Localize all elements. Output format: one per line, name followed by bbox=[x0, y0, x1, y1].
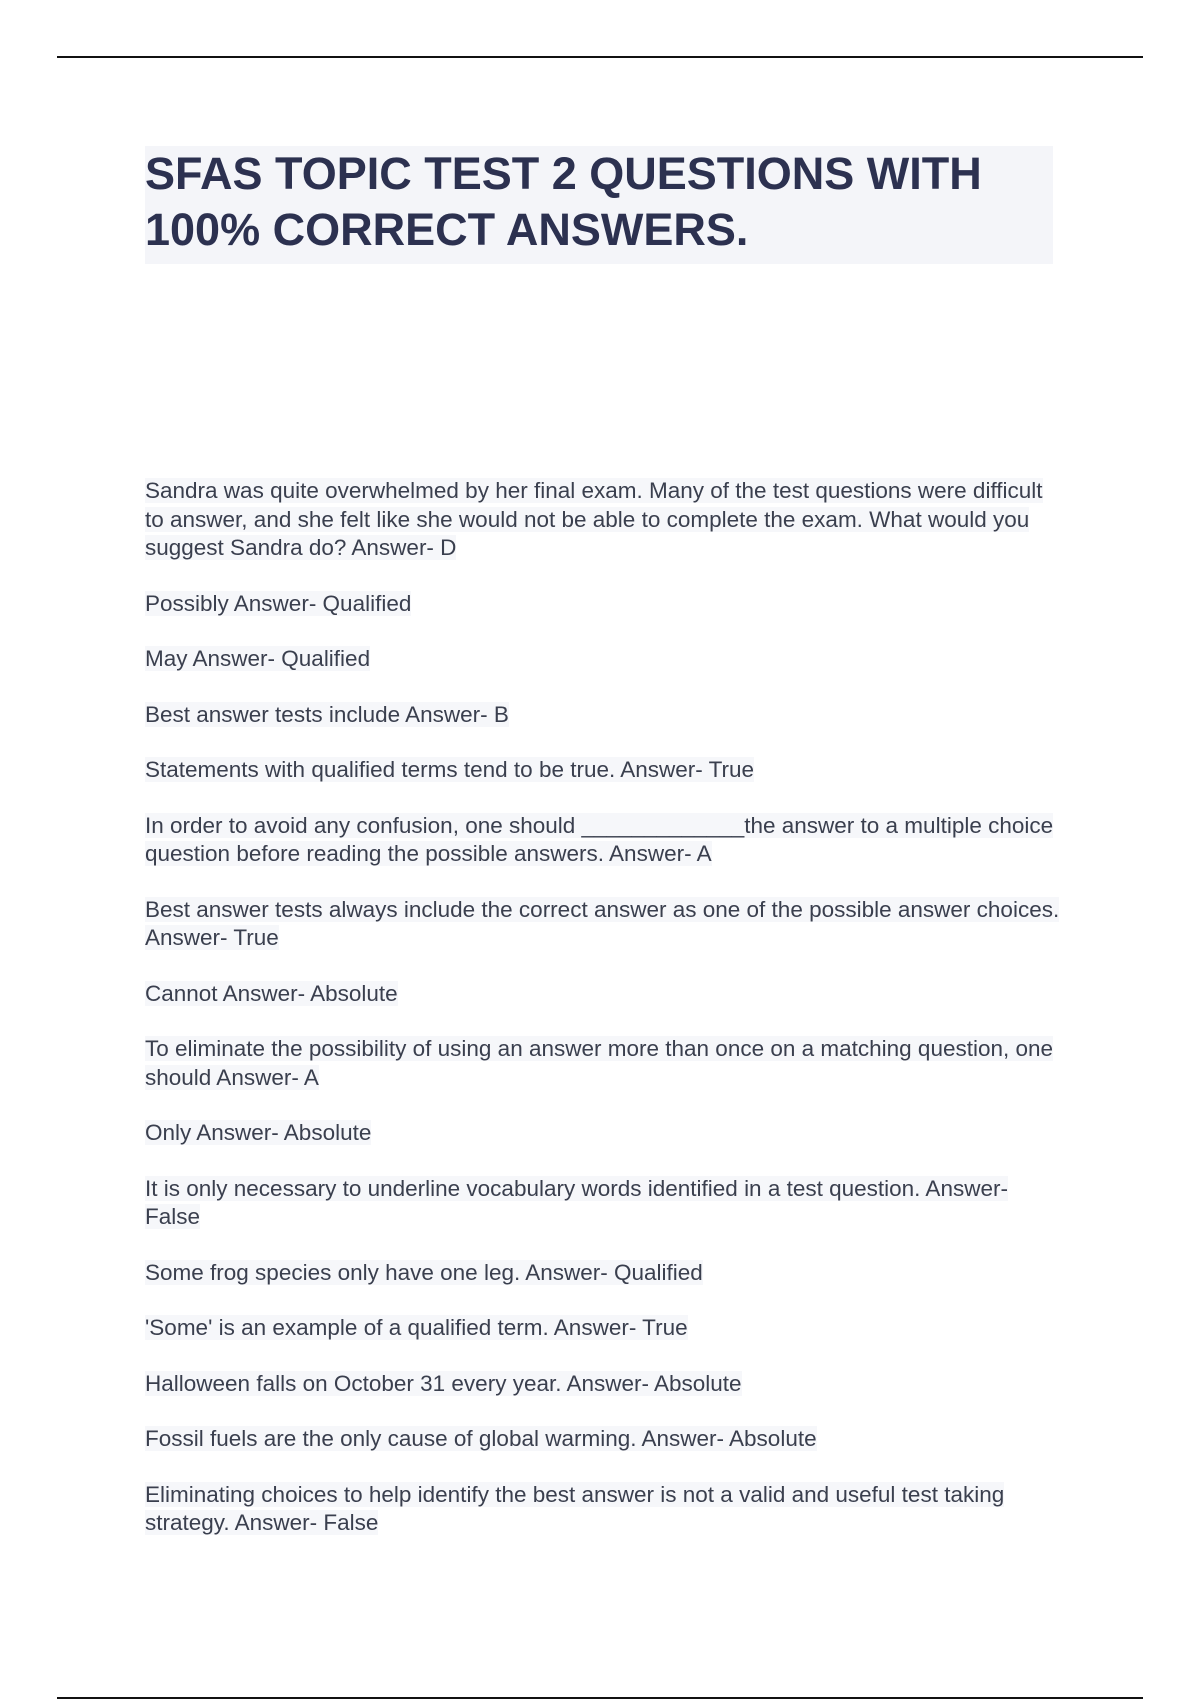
qa-text: Statements with qualified terms tend to be true. Answer- True bbox=[145, 757, 755, 782]
qa-item bbox=[145, 1259, 1065, 1288]
qa-text: Possibly Answer- Qualified bbox=[145, 590, 412, 616]
document-title: SFAS TOPIC TEST 2 QUESTIONS WITH 100% CORRECT ANSWERS. bbox=[145, 148, 982, 255]
qa-text: Best answer tests include Answer- B bbox=[145, 701, 509, 727]
qa-item bbox=[145, 1119, 1065, 1148]
qa-item bbox=[145, 1314, 1065, 1343]
qa-item bbox=[145, 896, 1065, 953]
qa-item bbox=[145, 1175, 1065, 1232]
header-rule bbox=[57, 56, 1143, 58]
qa-text: In order to avoid any confusion, one should _____________the answer to a multiple choice question before reading the possible answers. Answer- A bbox=[145, 812, 1054, 866]
qa-item bbox=[145, 1481, 1065, 1538]
qa-item bbox=[145, 980, 1065, 1009]
qa-text: To eliminate the possibility of using an answer more than once on a matching question, one should Answer- A bbox=[145, 1036, 1054, 1090]
qa-item bbox=[145, 477, 1065, 563]
qa-item bbox=[145, 756, 1065, 785]
qa-text: It is only necessary to underline vocabulary words identified in a test question. Answer- False bbox=[145, 1175, 1008, 1229]
qa-text: Sandra was quite overwhelmed by her final exam. Many of the test questions were difficult to answer, and she felt like she would not be able to complete the exam. What would you suggest Sandra do? Answer- D bbox=[145, 478, 1043, 560]
qa-text: Some frog species only have one leg. Answer- Qualified bbox=[145, 1259, 703, 1285]
qa-text: Only Answer- Absolute bbox=[145, 1120, 372, 1145]
qa-list bbox=[145, 477, 1065, 1565]
qa-text: Cannot Answer- Absolute bbox=[145, 980, 398, 1006]
qa-text: Eliminating choices to help identify the best answer is not a valid and useful test taking strategy. Answer- False bbox=[145, 1481, 1005, 1535]
qa-text: Halloween falls on October 31 every year. Answer- Absolute bbox=[145, 1370, 742, 1396]
qa-item bbox=[145, 701, 1065, 730]
qa-text: May Answer- Qualified bbox=[145, 646, 371, 671]
qa-item bbox=[145, 1370, 1065, 1399]
qa-text: Fossil fuels are the only cause of global warming. Answer- Absolute bbox=[145, 1426, 817, 1451]
qa-item bbox=[145, 645, 1065, 674]
title-block bbox=[145, 146, 1053, 264]
footer-rule bbox=[57, 1697, 1143, 1699]
qa-item bbox=[145, 1035, 1065, 1092]
qa-text: 'Some' is an example of a qualified term. Answer- True bbox=[145, 1315, 688, 1340]
qa-item bbox=[145, 812, 1065, 869]
qa-item bbox=[145, 590, 1065, 619]
qa-item bbox=[145, 1425, 1065, 1454]
qa-text: Best answer tests always include the correct answer as one of the possible answer choices. Answer- True bbox=[145, 896, 1060, 950]
